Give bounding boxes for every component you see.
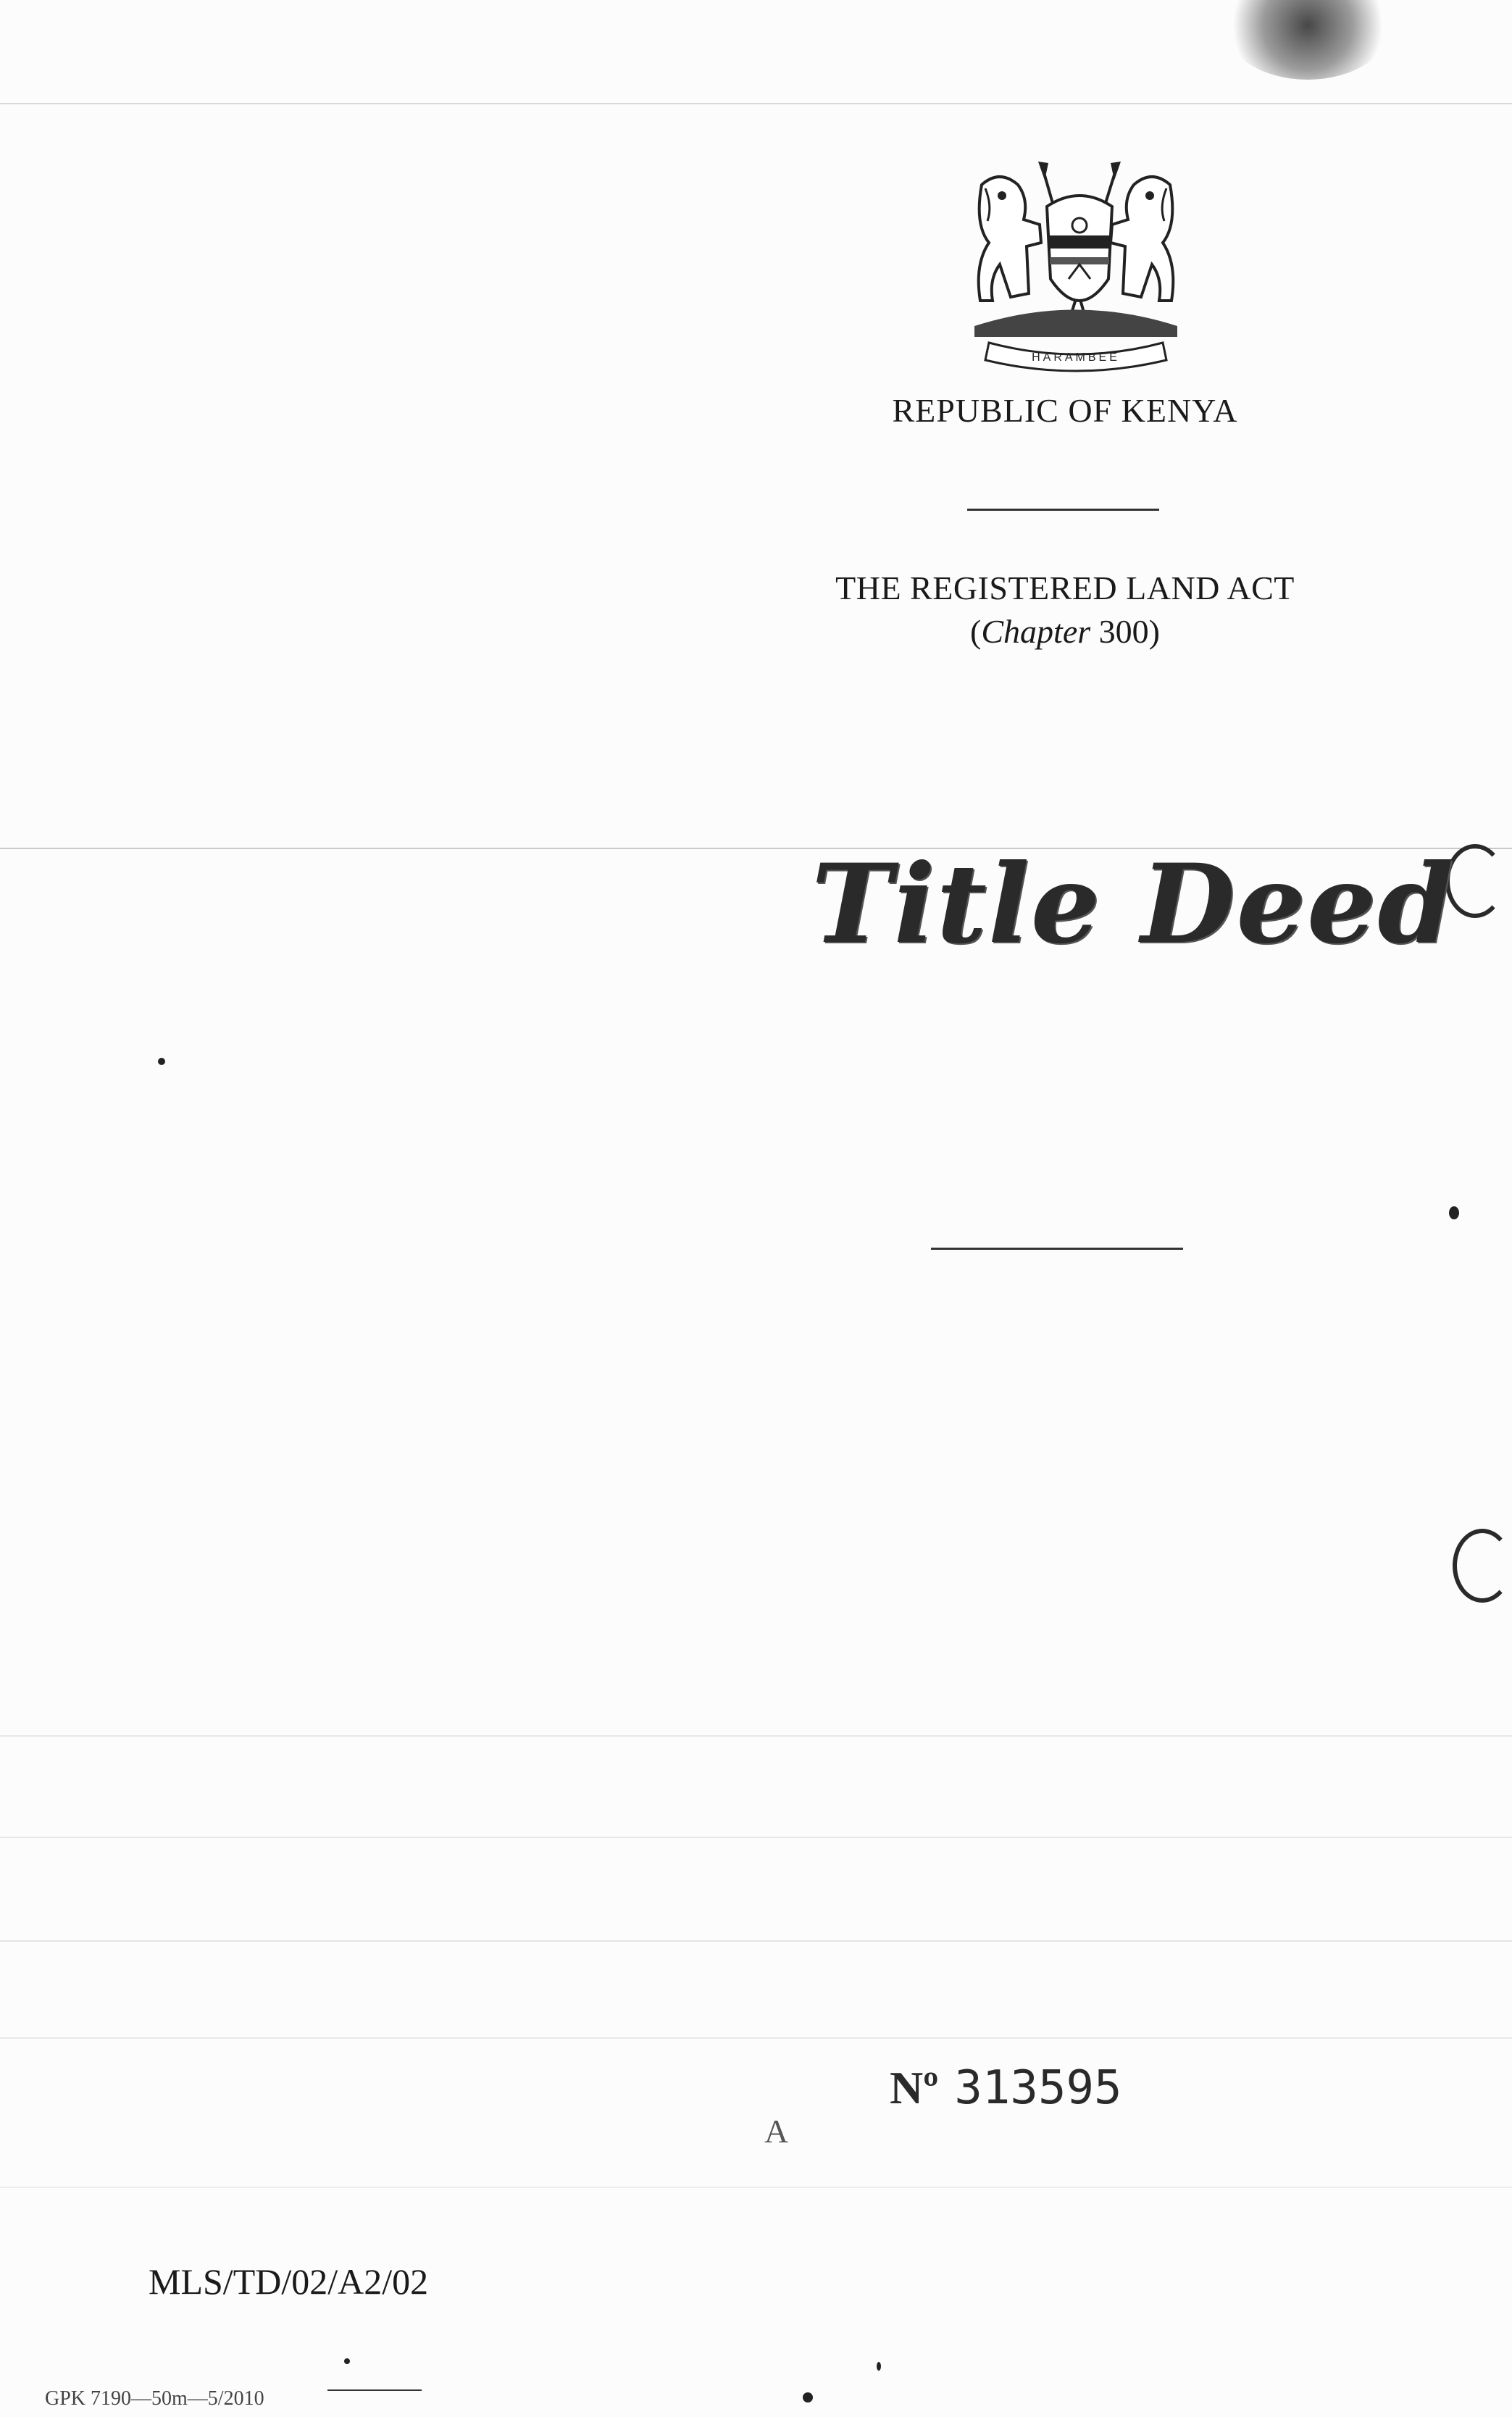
divider [967,509,1159,511]
coat-of-arms-icon [960,156,1192,373]
chapter-reference [869,612,1261,651]
punch-hole-mark [1453,1529,1512,1603]
speckle [344,2358,350,2364]
act-title: THE REGISTERED LAND ACT [835,569,1295,606]
printer-line: GPK 7190—50m—5/2010 [45,2387,264,2410]
speckle [1449,1206,1459,1219]
serial-number-mark: Nº [890,2062,939,2113]
ruled-line [0,103,1512,104]
ruled-line [0,2187,1512,2188]
ruled-line [0,1735,1512,1737]
speckle [877,2362,881,2371]
speckle [158,1058,165,1065]
country-heading: REPUBLIC OF KENYA [892,392,1238,429]
chapter-word: Chapter [981,613,1091,650]
series-letter: A [764,2113,789,2150]
divider [327,2389,422,2391]
chapter-number: 300) [1090,613,1160,650]
ink-smudge [1224,0,1391,80]
serial-number [890,2061,1122,2115]
divider [931,1248,1183,1250]
speckle [803,2392,813,2403]
form-code: MLS/TD/02/A2/02 [149,2261,429,2302]
ruled-line [0,1837,1512,1838]
deed-title: Title Deed [811,840,1455,968]
ruled-line [0,1940,1512,1942]
chapter-prefix: ( [970,613,982,650]
ruled-line [0,2037,1512,2039]
svg-text:HARAMBEE: HARAMBEE [1032,351,1120,364]
serial-number-value: 313595 [954,2061,1122,2115]
